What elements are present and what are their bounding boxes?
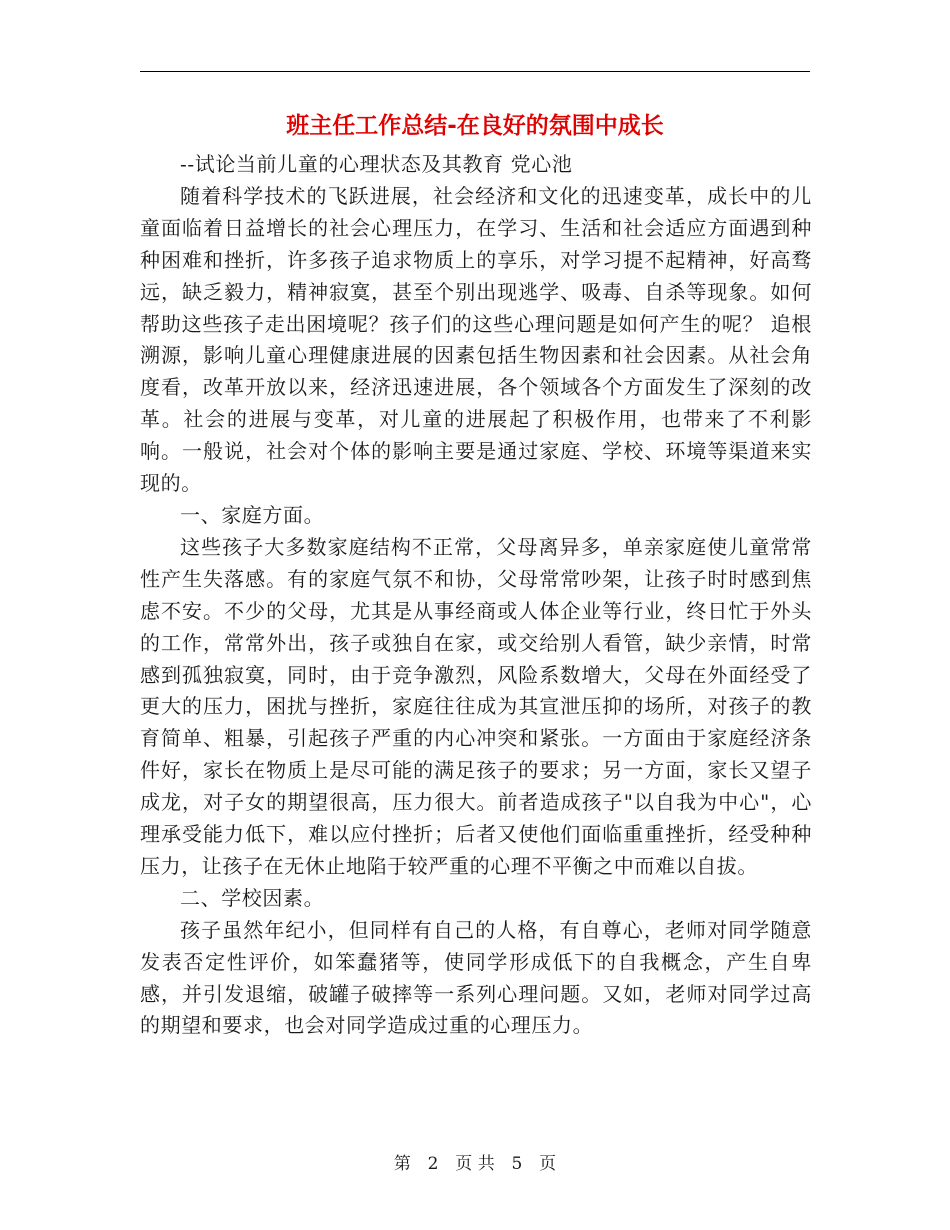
footer-page-total: 5 [511,1154,523,1174]
page-footer [0,1152,950,1176]
footer-page-mid: 页 共 [455,1154,495,1174]
paragraph-family: 这些孩子大多数家庭结构不正常，父母离异多，单亲家庭使儿童常常性产生失落感。有的家庭气氛不和协，父母常常吵架，让孩子时时感到焦虑不安。不少的父母，尤其是从事经商或人体企业等行业，终日忙于外头的工作，常常外出，孩子或独自在家，或交给别人看管，缺少亲情，时常感到孤独寂寞，同时，由于竞争激烈，风险系数增大，父母在外面经受了更大的压力，困扰与挫折，家庭往往成为其宣泄压抑的场所，对孩子的教育简单、粗暴，引起孩子严重的内心冲突和紧张。一方面由于家庭经济条件好，家长在物质上是尽可能的满足孩子的要求；另一方面，家长又望子成龙，对子女的期望很高，压力很大。前者造成孩子"以自我为中心"，心理承受能力低下，难以应付挫折；后者又使他们面临重重挫折，经受种种压力，让孩子在无休止地陷于较严重的心理不平衡之中而难以自拔。 [140,534,812,878]
paragraph-school: 孩子虽然年纪小，但同样有自己的人格，有自尊心，老师对同学随意发表否定性评价，如笨蠢猪等，使同学形成低下的自我概念，产生自卑感，并引发退缩，破罐子破摔等一系列心理问题。又如，老师对同学过高的期望和要求，也会对同学造成过重的心理压力。 [140,917,812,1038]
footer-page-suffix: 页 [539,1154,557,1174]
section-heading-family: 一、家庭方面。 [180,502,325,527]
document-body [140,149,812,1042]
footer-page-current: 2 [427,1154,439,1174]
section-heading-school: 二、学校因素。 [180,885,325,910]
document-subtitle: --试论当前儿童的心理状态及其教育 党心池 [180,152,573,176]
footer-page-prefix: 第 [393,1154,411,1174]
document-title: 班主任工作总结-在良好的氛围中成长 [286,113,664,139]
header-rule [140,71,810,72]
paragraph-intro: 随着科学技术的飞跃进展，社会经济和文化的迅速变革，成长中的儿童面临着日益增长的社会心理压力，在学习、生活和社会适应方面遇到种种困难和挫折，许多孩子追求物质上的享乐，对学习提不起精神，好高骛远，缺乏毅力，精神寂寞，甚至个别出现逃学、吸毒、自杀等现象。如何帮助这些孩子走出困境呢？孩子们的这些心理问题是如何产生的呢？ 追根溯源，影响儿童心理健康进展的因素包括生物因素和社会因素。从社会角度看，改革开放以来，经济迅速进展，各个领域各个方面发生了深刻的改革。社会的进展与变革，对儿童的进展起了积极作用，也带来了不利影响。一般说，社会对个体的影响主要是通过家庭、学校、环境等渠道来实现的。 [140,183,812,496]
